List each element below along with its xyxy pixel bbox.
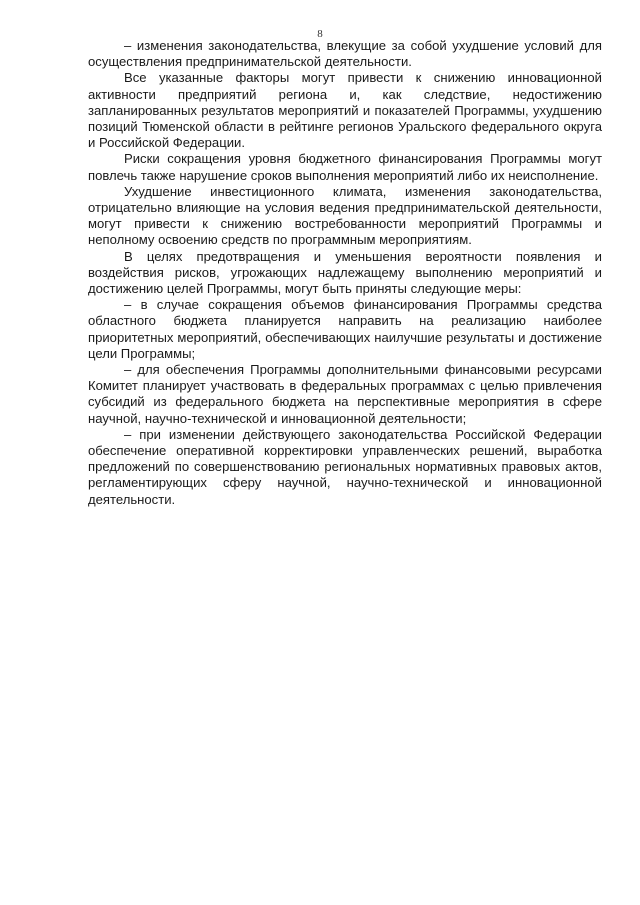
paragraph-factors-consequences: Все указанные факторы могут привести к снижению инновационной активности предприятий региона и, как следствие, недостижению запланированных результатов мероприятий и показателей Программы, ухудшению позиций Тюменской области в рейтинге регионов Уральского федерального округа и Российской Федерации.	[88, 70, 602, 151]
paragraph-measure-federal-programs: – для обеспечения Программы дополнительными финансовыми ресурсами Комитет планирует участвовать в федеральных программах с целью привлечения субсидий из федерального бюджета на перспективные мероприятия в сфере научной, научно-технической и инновационной деятельности;	[88, 362, 602, 426]
page-number: 8	[317, 28, 323, 40]
paragraph-legislation-risk: – изменения законодательства, влекущие за собой ухудшение условий для осуществления предпринимательской деятельности.	[88, 38, 602, 70]
paragraph-measure-legislation-change: – при изменении действующего законодательства Российской Федерации обеспечение оперативной корректировки управленческих решений, выработка предложений по совершенствованию региональных нормативных правовых актов, регламентирующих сферу научной, научно-технической и инновационной деятельности.	[88, 426, 602, 507]
document-body	[88, 38, 602, 508]
paragraph-measure-budget-reduction: – в случае сокращения объемов финансирования Программы средства областного бюджета планируется направить на реализацию наиболее приоритетных мероприятий, обеспечивающих наилучшие результаты и достижение цели Программы;	[88, 297, 602, 361]
paragraph-investment-climate: Ухудшение инвестиционного климата, изменения законодательства, отрицательно влияющие на условия ведения предпринимательской деятельности, могут привести к снижению востребованности мероприятий Программы и неполному освоению средств по программным мероприятиям.	[88, 183, 602, 248]
paragraph-mitigation-intro: В целях предотвращения и уменьшения вероятности появления и воздействия рисков, угрожающих надлежащему выполнению мероприятий и достижению целей Программы, могут быть приняты следующие меры:	[88, 248, 602, 297]
paragraph-budget-risk: Риски сокращения уровня бюджетного финансирования Программы могут повлечь также нарушение сроков выполнения мероприятий либо их неисполнение.	[88, 151, 602, 183]
